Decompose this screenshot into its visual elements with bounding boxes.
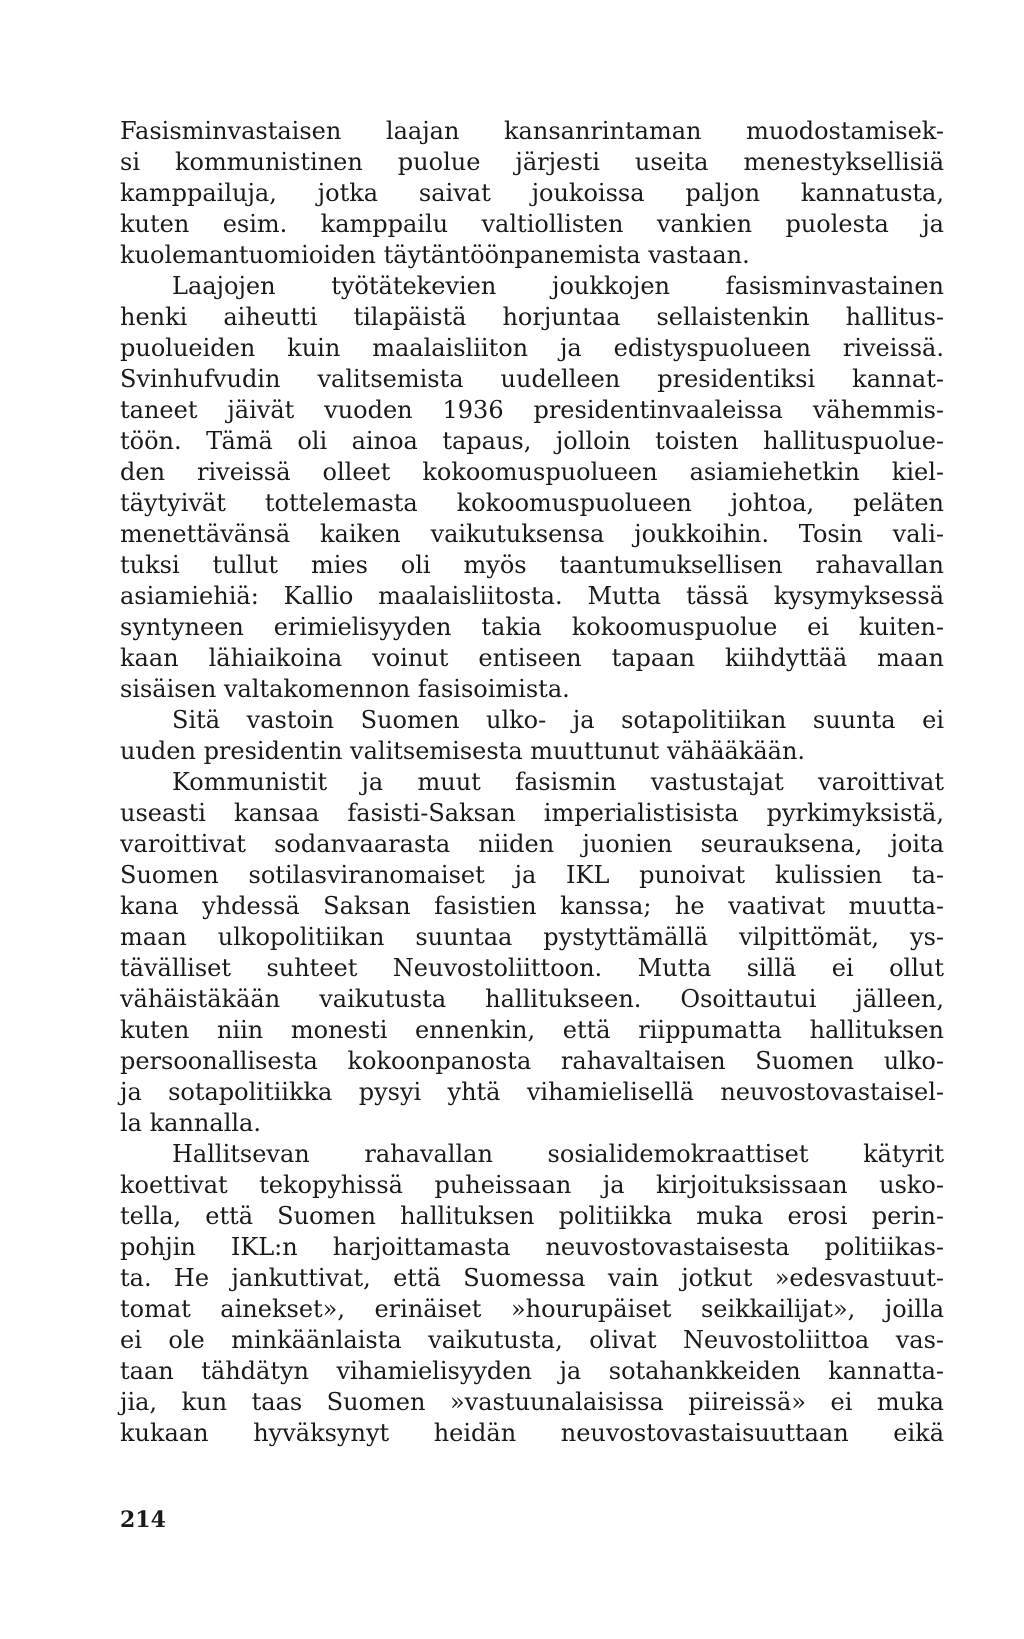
text-line: uuden presidentin valitsemisesta muuttunut vähääkään. xyxy=(120,737,806,765)
text-line: varoittivat sodanvaarasta niiden juonien seurauksena, joita xyxy=(120,830,944,858)
text-line: töön. Tämä oli ainoa tapaus, jolloin toisten hallituspuolue- xyxy=(120,427,944,455)
text-line: ja sotapolitiikka pysyi yhtä vihamielisellä neuvostovastaisel- xyxy=(120,1078,944,1106)
text-line: ei ole minkäänlaista vaikutusta, olivat Neuvostoliittoa vas- xyxy=(120,1326,944,1354)
text-line: Sitä vastoin Suomen ulko- ja sotapolitiikan suunta ei xyxy=(172,706,944,734)
text-line: la kannalla. xyxy=(120,1109,261,1137)
text-line: persoonallisesta kokoonpanosta rahavaltaisen Suomen ulko- xyxy=(120,1047,944,1075)
text-line: jia, kun taas Suomen »vastuunalaisissa piireissä» ei muka xyxy=(120,1388,944,1416)
text-line: taan tähdätyn vihamielisyyden ja sotahankkeiden kannatta- xyxy=(120,1357,944,1385)
text-line: kuten niin monesti ennenkin, että riippumatta hallituksen xyxy=(120,1016,944,1044)
body-text xyxy=(120,116,944,1449)
text-line: den riveissä olleet kokoomuspuolueen asiamiehetkin kiel- xyxy=(120,458,944,486)
text-line: kaan lähiaikoina voinut entiseen tapaan kiihdyttää maan xyxy=(120,644,944,672)
text-line: täytyivät tottelemasta kokoomuspuolueen johtoa, peläten xyxy=(120,489,944,517)
text-line: Svinhufvudin valitsemista uudelleen presidentiksi kannat- xyxy=(120,365,944,393)
text-line: vähäistäkään vaikutusta hallitukseen. Osoittautui jälleen, xyxy=(120,985,944,1013)
page-number: 214 xyxy=(120,1507,166,1533)
text-line: maan ulkopolitiikan suuntaa pystyttämällä vilpittömät, ys- xyxy=(120,923,944,951)
text-line: tomat ainekset», erinäiset »hourupäiset seikkailijat», joilla xyxy=(120,1295,944,1323)
text-line: asiamiehiä: Kallio maalaisliitosta. Mutta tässä kysymyksessä xyxy=(120,582,944,610)
text-line: si kommunistinen puolue järjesti useita menestyksellisiä xyxy=(120,148,944,176)
text-line: ta. He jankuttivat, että Suomessa vain jotkut »edesvastuut- xyxy=(120,1264,944,1292)
text-line: kuolemantuomioiden täytäntöönpanemista vastaan. xyxy=(120,241,750,269)
text-line: Laajojen työtätekevien joukkojen fasisminvastainen xyxy=(172,272,944,300)
text-line: sisäisen valtakomennon fasisoimista. xyxy=(120,675,570,703)
text-line: Fasisminvastaisen laajan kansanrintaman muodostamisek- xyxy=(120,117,944,145)
text-line: Kommunistit ja muut fasismin vastustajat varoittivat xyxy=(172,768,944,796)
text-line: Hallitsevan rahavallan sosialidemokraattiset kätyrit xyxy=(172,1140,944,1168)
text-line: syntyneen erimielisyyden takia kokoomuspuolue ei kuiten- xyxy=(120,613,944,641)
text-line: Suomen sotilasviranomaiset ja IKL punoivat kulissien ta- xyxy=(120,861,944,889)
text-line: menettävänsä kaiken vaikutuksensa joukkoihin. Tosin vali- xyxy=(120,520,944,548)
text-line: tuksi tullut mies oli myös taantumuksellisen rahavallan xyxy=(120,551,944,579)
text-line: pohjin IKL:n harjoittamasta neuvostovastaisesta politiikas- xyxy=(120,1233,944,1261)
text-line: taneet jäivät vuoden 1936 presidentinvaaleissa vähemmis- xyxy=(120,396,944,424)
text-line: tävälliset suhteet Neuvostoliittoon. Mutta sillä ei ollut xyxy=(120,954,944,982)
text-line: useasti kansaa fasisti-Saksan imperialistisista pyrkimyksistä, xyxy=(120,799,944,827)
text-line: tella, että Suomen hallituksen politiikka muka erosi perin- xyxy=(120,1202,944,1230)
text-line: kana yhdessä Saksan fasistien kanssa; he vaativat muutta- xyxy=(120,892,944,920)
text-line: kamppailuja, jotka saivat joukoissa paljon kannatusta, xyxy=(120,179,944,207)
text-line: kuten esim. kamppailu valtiollisten vankien puolesta ja xyxy=(120,210,944,238)
text-line: henki aiheutti tilapäistä horjuntaa sellaistenkin hallitus- xyxy=(120,303,944,331)
text-line: kukaan hyväksynyt heidän neuvostovastaisuuttaan eikä xyxy=(120,1419,944,1447)
text-line: koettivat tekopyhissä puheissaan ja kirjoituksissaan usko- xyxy=(120,1171,944,1199)
text-line: puolueiden kuin maalaisliiton ja edistyspuolueen riveissä. xyxy=(120,334,944,362)
